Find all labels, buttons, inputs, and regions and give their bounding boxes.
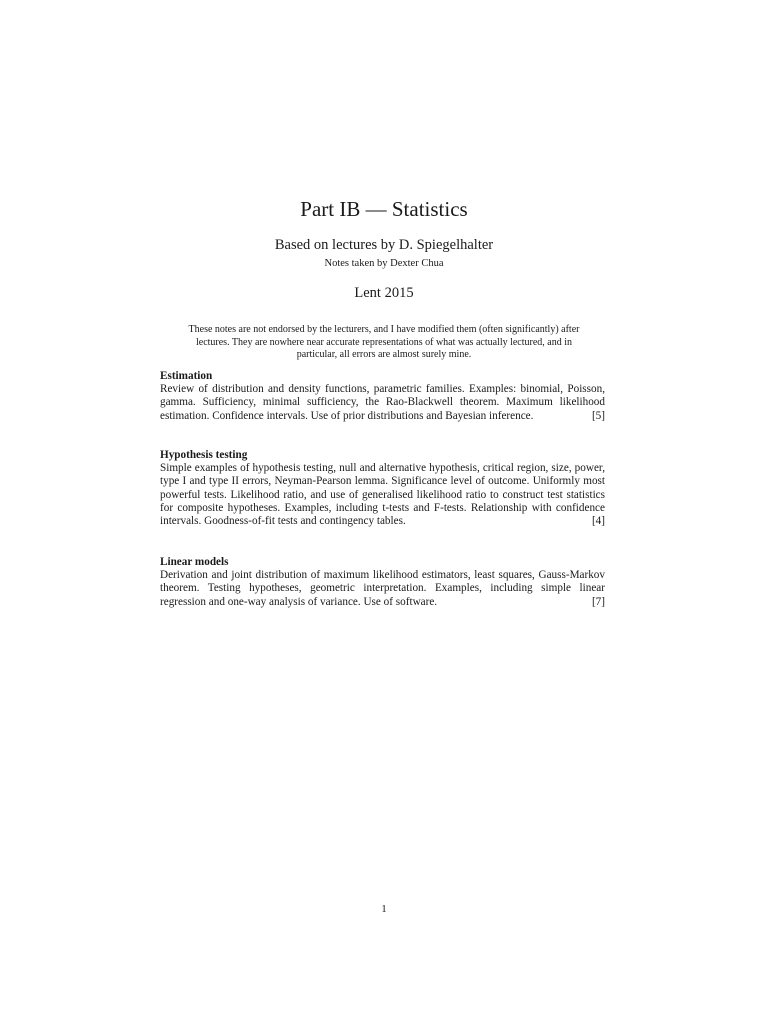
lecturer-line: Based on lectures by D. Spiegelhalter [274, 237, 494, 253]
notetaker-line: Notes taken by Dexter Chua [324, 258, 444, 269]
section-body-text: Review of distribution and density functions, parametric families. Examples: binomial, Poisson, gamma. Sufficiency, minimal sufficiency, the Rao-Blackwell theorem. Maximum likelihood estimation. Confidence intervals. Use of prior distributions and Bayesian inference. [160, 383, 605, 422]
section-linear-models [160, 556, 605, 609]
section-hypothesis-testing [160, 449, 605, 528]
lecture-count: [7] [591, 595, 605, 608]
section-body [160, 462, 605, 528]
section-heading: Estimation [160, 370, 213, 382]
disclaimer-paragraph: These notes are not endorsed by the lecturers, and I have modified them (often significantly) after lectures. They are nowhere near accurate representations of what was actually lectured, and in particular, all errors are almost surely mine. [188, 324, 580, 361]
section-heading: Hypothesis testing [160, 449, 248, 461]
lecture-count: [4] [591, 515, 605, 528]
section-body-text: Simple examples of hypothesis testing, null and alternative hypothesis, critical region, size, power, type I and type II errors, Neyman-Pearson lemma. Significance level of outcome. Uniformly most powerful tests. Likelihood ratio, and use of generalised likelihood ratio to construct test statistics for composite hypotheses. Examples, including t-tests and F-tests. Relationship with confidence intervals. Goodness-of-fit tests and contingency tables. [160, 462, 605, 528]
term-line: Lent 2015 [354, 285, 414, 301]
section-body-text: Derivation and joint distribution of maximum likelihood estimators, least squares, Gauss-Markov theorem. Testing hypotheses, geometric interpretation. Examples, including simple linear regression and one-way analysis of variance. Use of software. [160, 569, 605, 608]
page-number: 1 [381, 903, 387, 915]
page-title: Part IB — Statistics [300, 197, 468, 221]
section-body [160, 569, 605, 609]
section-estimation [160, 370, 605, 423]
lecture-count: [5] [591, 409, 605, 422]
section-heading: Linear models [160, 556, 229, 568]
section-body [160, 383, 605, 423]
